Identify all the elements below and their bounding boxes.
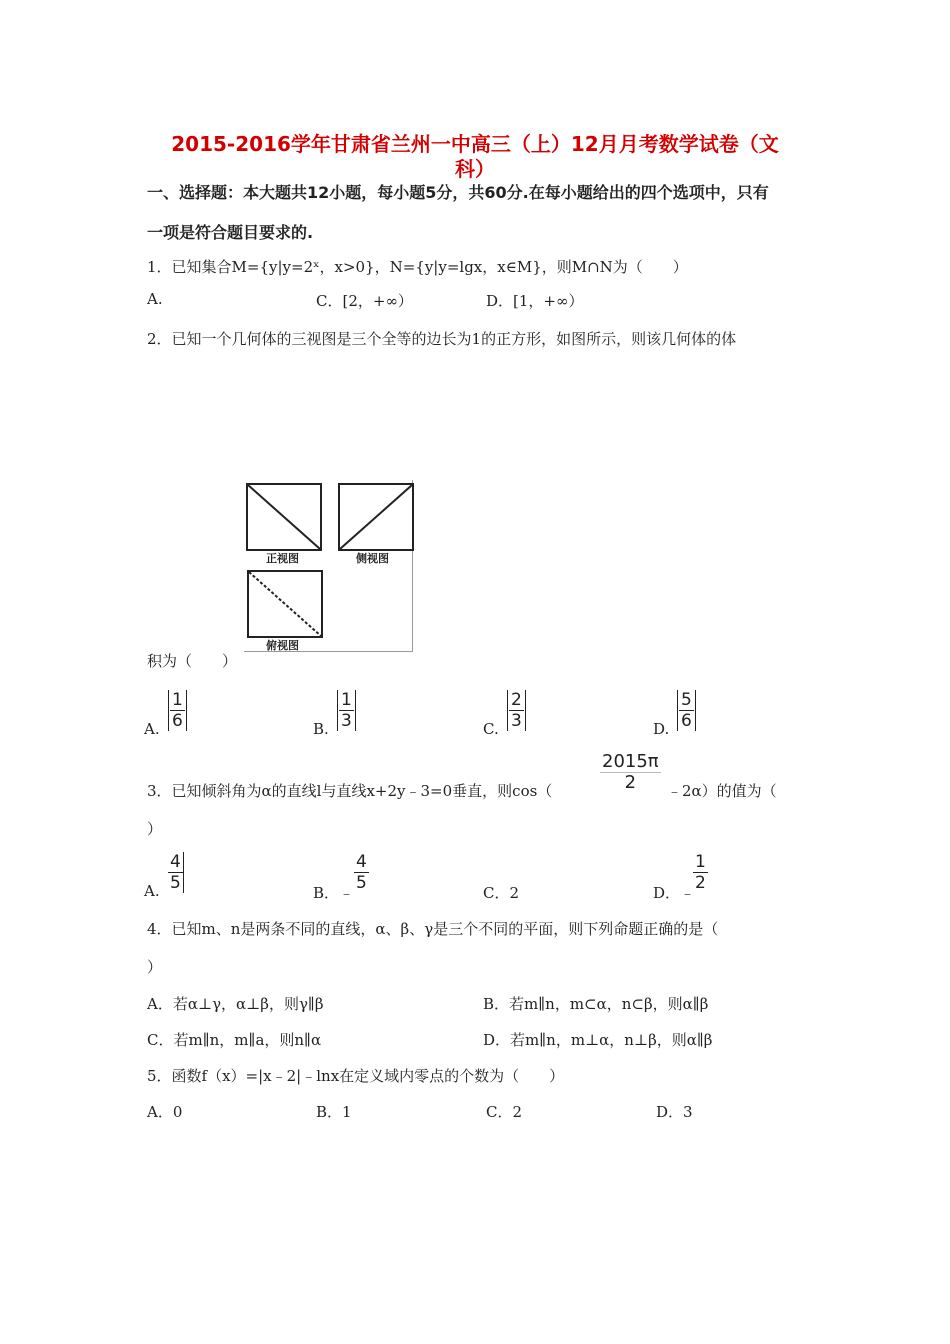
q3-option-a-fraction: $\frac{4}{5}$ <box>168 852 184 893</box>
top-view-dashed-diagonal <box>249 572 321 636</box>
q2-option-b-fraction: $\frac{1}{3}$ <box>337 690 356 731</box>
q2-stem-end: 积为（ ） <box>147 652 238 670</box>
q5-option-d: D．3 <box>656 1103 693 1121</box>
q4-option-b: B．若m∥n，m⊂α，n⊂β，则α∥β <box>483 995 709 1013</box>
q3-option-c: C．2 <box>483 884 520 902</box>
q3-angle-fraction: $\frac{2015\pi}{2}$ <box>602 751 659 793</box>
q1-stem: 1．已知集合M={y|y=2ˣ，x>0}，N={y|y=lgx，x∈M}，则M∩N为（ ） <box>147 258 688 276</box>
q2-option-b: B. <box>313 720 329 738</box>
q1-option-d: D．[1，+∞） <box>486 292 584 310</box>
q5-option-c: C．2 <box>486 1103 523 1121</box>
q1-option-c: C．[2，+∞） <box>316 292 413 310</box>
q2-option-a-fraction: $\frac{1}{6}$ <box>168 690 187 731</box>
q4-option-a: A．若α⊥γ，α⊥β，则γ∥β <box>147 995 324 1013</box>
page-title-cont: 科） <box>455 157 495 181</box>
q4-stem: 4．已知m、n是两条不同的直线，α、β、γ是三个不同的平面，则下列命题正确的是（ <box>147 920 719 938</box>
q3-option-d-fraction: $\frac{1}{2}$ <box>695 852 706 893</box>
page-title: 2015-2016学年甘肃省兰州一中高三（上）12月月考数学试卷（文 <box>171 132 779 156</box>
front-view-diagonal <box>248 485 320 549</box>
front-view-label: 正视图 <box>266 552 299 565</box>
section-header: 一、选择题：本大题共12小题，每小题5分，共60分.在每小题给出的四个选项中，只有 <box>147 183 769 202</box>
q1-option-a: A. <box>147 290 163 308</box>
side-view-label: 侧视图 <box>356 552 389 565</box>
q2-option-c-fraction: $\frac{2}{3}$ <box>507 690 526 731</box>
top-view-square <box>247 570 323 638</box>
q2-option-d: D. <box>653 720 670 738</box>
q3-option-d: D．﹣ <box>653 884 696 902</box>
side-view-square <box>338 483 414 551</box>
side-view-diagonal <box>340 485 412 549</box>
q3-option-b-fraction: $\frac{4}{5}$ <box>356 852 367 893</box>
three-views-figure <box>244 480 414 652</box>
q5-stem: 5．函数f（x）=|x﹣2|﹣lnx在定义域内零点的个数为（ ） <box>147 1067 565 1085</box>
q2-stem: 2．已知一个几何体的三视图是三个全等的边长为1的正方形，如图所示，则该几何体的体 <box>147 330 737 348</box>
q2-option-d-fraction: $\frac{5}{6}$ <box>677 690 696 731</box>
front-view-square <box>246 483 322 551</box>
q4-option-d: D．若m∥n，m⊥α，n⊥β，则α∥β <box>483 1031 713 1049</box>
q4-option-c: C．若m∥n，m∥a，则n∥α <box>147 1031 322 1049</box>
q2-option-a: A. <box>144 720 160 738</box>
top-view-label: 俯视图 <box>266 639 299 652</box>
q3-stem-end: ） <box>147 820 163 838</box>
q2-option-c: C. <box>483 720 499 738</box>
q3-stem-b: ﹣2α）的值为（ <box>667 782 777 800</box>
q4-stem-end: ） <box>147 958 163 976</box>
q5-option-a: A．0 <box>147 1103 183 1121</box>
section-header-cont: 一项是符合题目要求的. <box>147 223 314 242</box>
q5-option-b: B．1 <box>316 1103 352 1121</box>
q3-option-a: A. <box>144 882 160 900</box>
q3-stem-a: 3．已知倾斜角为α的直线l与直线x+2y﹣3=0垂直，则cos（ <box>147 782 553 800</box>
q3-option-b: B．﹣ <box>313 884 355 902</box>
